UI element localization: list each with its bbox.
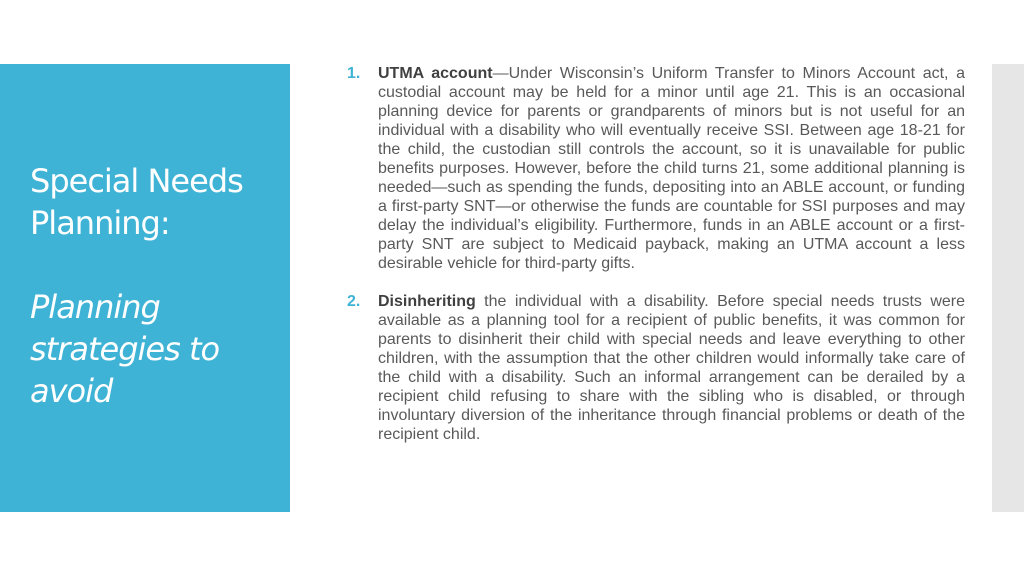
item-text: —Under Wisconsin’s Uniform Transfer to Minors Account act, a custodial account may be held for a minor until age 21. This is an occasional planning device for parents or grandparents of minors but is not useful for an individual with a disability who will eventually receive SSI. Between age 18-21 for the child, the custodian still controls the account, so it is unavailable for public benefits purposes. However, before the child turns 21, some additional planning is needed—such as spending the funds, depositing into an ABLE account, or funding a first-party SNT—or otherwise the funds are countable for SSI purposes and may delay the individual’s eligibility. Furthermore, funds in an ABLE account or a first-party SNT are subject to Medicaid payback, making an UTMA account a less desirable vehicle for third-party gifts. (378, 65, 966, 272)
item-number: 2. (347, 293, 361, 310)
item-number: 1. (347, 65, 361, 82)
item-text: the individual with a disability. Before special needs trusts were available as a planning tool for a recipient of public benefits, it was common for parents to disinherit their child with special needs and leave everything to other children, with the assumption that the other children would informally take care of the child with a disability. Such an informal arrangement can be derailed by a recipient child refusing to share with the sibling who is disabled, or through involuntary diversion of the inheritance through financial problems or death of the recipient child. (378, 293, 965, 443)
content-list (347, 64, 965, 463)
item-lead: Disinheriting (378, 293, 476, 310)
list-item-utma (347, 64, 965, 273)
scrollbar[interactable] (992, 64, 1024, 512)
list-item-disinheriting (347, 292, 965, 444)
item-lead: UTMA account (378, 65, 493, 82)
slide-title: Special Needs Planning: (30, 162, 243, 242)
slide-subtitle: Planning strategies to avoid (30, 288, 220, 410)
